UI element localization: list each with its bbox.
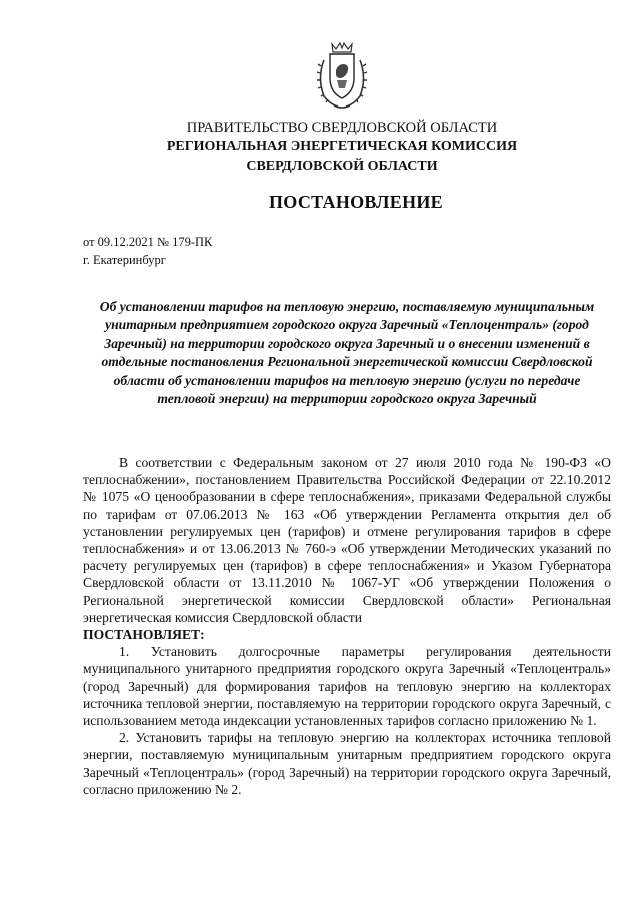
- resolution-item-1: 1. Установить долгосрочные параметры регулирования деятельности муниципального унитарного предприятия городского округа Заречный «Теплоцентраль» (город Заречный) для формирования тарифов на тепловую энергию на коллекторах источника тепловой энергии, поставляемую на территории городского округа Заречный, с использованием метода индексации установленных тарифов согласно приложению № 1.: [83, 644, 611, 729]
- resolve-heading: ПОСТАНОВЛЯЕТ:: [83, 627, 205, 643]
- document-city: г. Екатеринбург: [83, 253, 166, 267]
- coat-of-arms-icon: [314, 40, 370, 112]
- resolution-item-2: 2. Установить тарифы на тепловую энергию на коллекторах источника тепловой энергии, поставляемую муниципальным унитарным предприятием городского округа Заречный «Теплоцентраль» (город Заречный) на территории городского округа Заречный, согласно приложению № 2.: [83, 730, 611, 797]
- commission-title: РЕГИОНАЛЬНАЯ ЭНЕРГЕТИЧЕСКАЯ КОМИССИЯ: [166, 139, 518, 154]
- document-body: [83, 454, 611, 798]
- document-type-title: ПОСТАНОВЛЕНИЕ: [269, 192, 443, 212]
- document-date-number: от 09.12.2021 № 179-ПК: [83, 235, 213, 249]
- document-subject: Об установлении тарифов на тепловую энергию, поставляемую муниципальным унитарным предприятием городского округа Заречный «Теплоцентраль» (город Заречный) на территории городского округа Заречный и о внесении изменений в отдельные постановления Региональной энергетической комиссии Свердловской области об установлении тарифов на тепловую энергию (услуги по передаче тепловой энергии) на территории городского округа Заречный: [99, 299, 595, 407]
- preamble-paragraph: В соответствии с Федеральным законом от 27 июля 2010 года № 190-ФЗ «О теплоснабжении», постановлением Правительства Российской Федерации от 22.10.2012 № 1075 «О ценообразовании в сфере теплоснабжения», приказами Федеральной службы по тарифам от 07.06.2013 № 163 «Об утверждении Регламента открытия дел об установлении регулируемых цен (тарифов) и отмене регулирования тарифов в сфере теплоснабжения» и от 13.06.2013 № 760-э «Об утверждении Методических указаний по расчету регулируемых цен (тарифов) в сфере теплоснабжения» и Указом Губернатора Свердловской области от 13.11.2010 № 1067-УГ «Об утверждении Положения о Региональной энергетической комиссии Свердловской области» Региональная энергетическая комиссия Свердловской области: [83, 455, 611, 625]
- commission-region: СВЕРДЛОВСКОЙ ОБЛАСТИ: [246, 159, 438, 174]
- government-title: ПРАВИТЕЛЬСТВО СВЕРДЛОВСКОЙ ОБЛАСТИ: [186, 120, 498, 136]
